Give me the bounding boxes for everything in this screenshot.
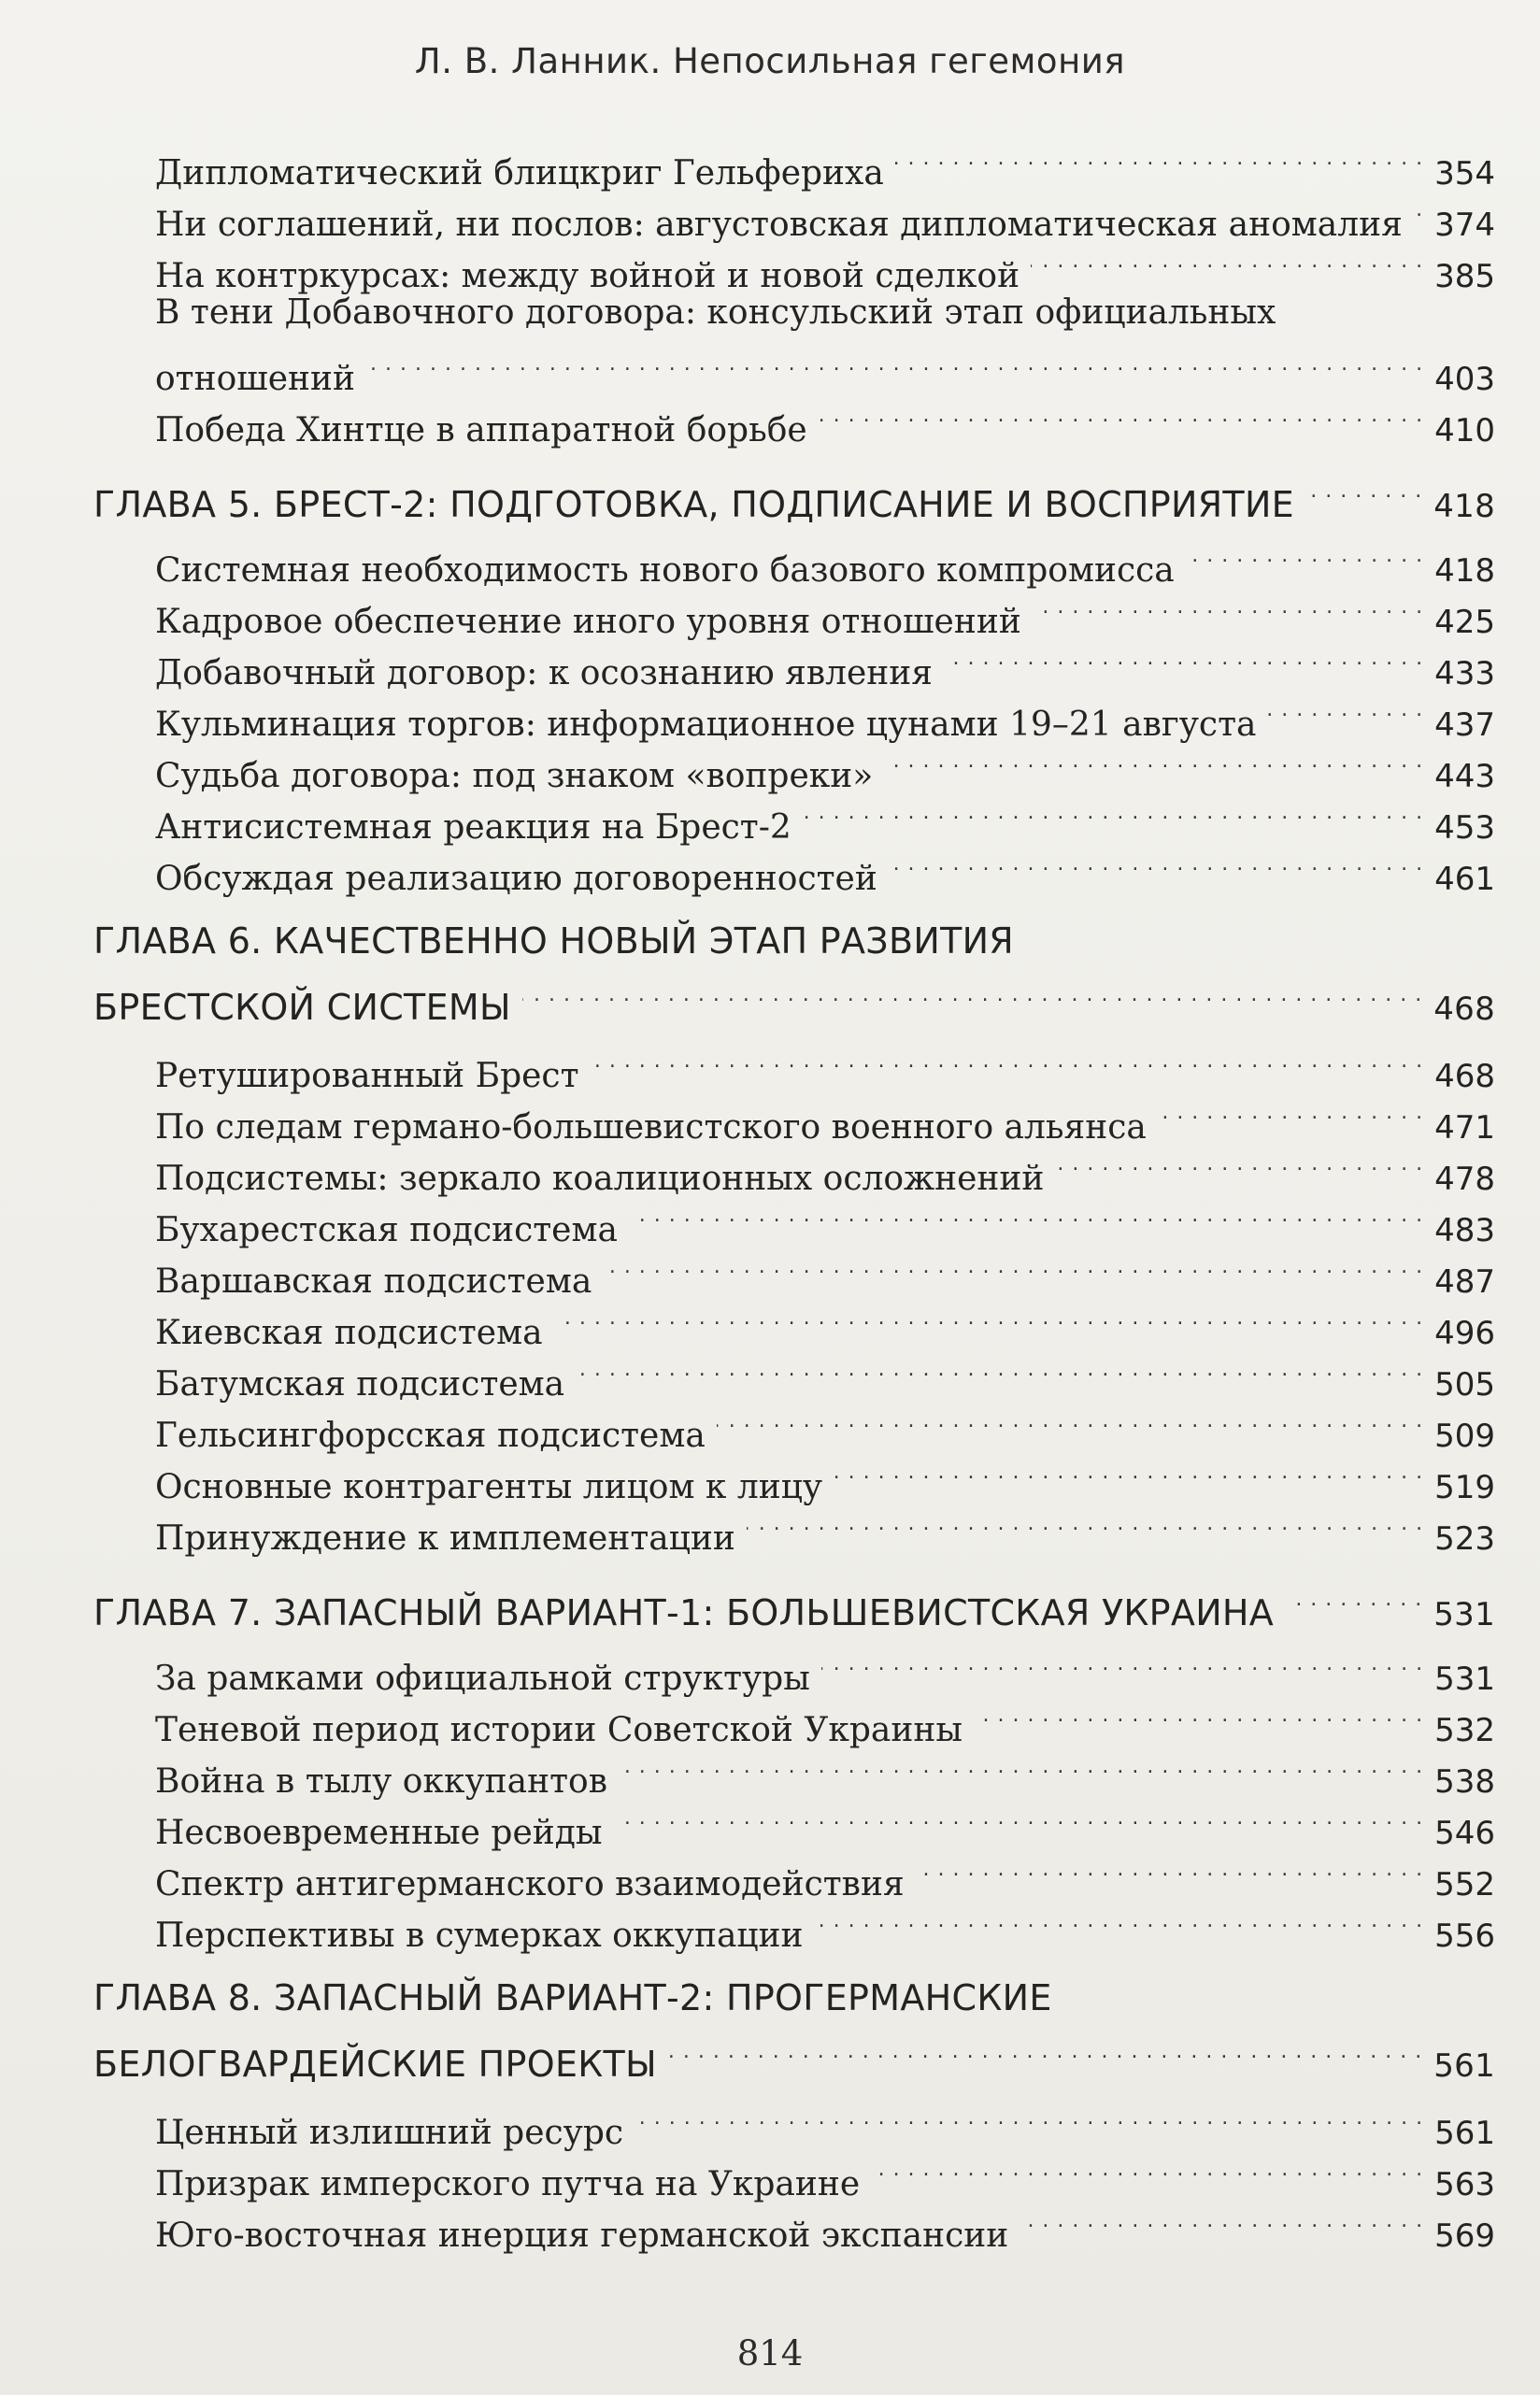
toc-entry-page: 523	[1434, 1520, 1495, 1558]
toc-entry-title: Гельсингфорсская подсистема	[155, 1417, 706, 1455]
dot-leader	[1414, 184, 1423, 235]
toc-entry-title: Основные контрагенты лицом к лицу	[155, 1468, 823, 1506]
running-header: Л. В. Ланник. Непосильная гегемония	[414, 41, 1126, 81]
dot-leader	[1158, 1087, 1423, 1138]
toc-entry-page: 546	[1434, 1815, 1495, 1852]
toc-entry-title: Принуждение к имплементации	[155, 1519, 735, 1558]
toc-entry	[93, 133, 1495, 192]
toc-entry-page: 471	[1434, 1109, 1495, 1147]
toc-entry-page: 374	[1434, 207, 1495, 244]
chapter-page: 468	[1433, 991, 1495, 1028]
toc-entry-title: На контркурсах: между войной и новой сделкой	[155, 257, 1020, 295]
dot-leader	[576, 1344, 1423, 1395]
toc-entry-title: Кадровое обеспечение иного уровня отношений	[155, 603, 1021, 641]
chapter-page: 561	[1433, 2047, 1495, 2085]
toc-entry-page: 468	[1434, 1058, 1495, 1095]
toc-entry-page: 519	[1434, 1469, 1495, 1506]
toc-entry-page: 385	[1434, 258, 1495, 295]
toc-chapter-6-line2	[93, 968, 1495, 1028]
toc-entry-title: Подсистемы: зеркало коалиционных осложнений	[155, 1160, 1045, 1198]
toc-entry-page: 509	[1434, 1418, 1495, 1455]
toc-entry-title: Война в тылу оккупантов	[155, 1762, 607, 1801]
toc-entry-title: Добавочный договор: к осознанию явления	[155, 654, 934, 692]
toc-chapter-8-line1	[93, 1971, 1495, 2025]
toc-entry-title: отношений	[155, 360, 356, 398]
toc-entry-title: По следам германо-большевистского военного альянса	[155, 1108, 1147, 1147]
toc-entry-page: 437	[1434, 706, 1495, 744]
dot-leader	[1031, 235, 1423, 287]
toc-entry-title: Батумская подсистема	[155, 1365, 565, 1404]
dot-leader	[944, 633, 1423, 684]
toc-chapter-8-line2	[93, 2025, 1495, 2085]
toc-entry	[93, 530, 1495, 590]
chapter-title: ГЛАВА 8. ЗАПАСНЫЙ ВАРИАНТ-2: ПРОГЕРМАНСКИЕ	[93, 1977, 1052, 2018]
toc-entry-page: 496	[1434, 1315, 1495, 1352]
dot-leader	[591, 1035, 1424, 1087]
toc-entry	[93, 1638, 1495, 1698]
toc-entry-page: 538	[1434, 1763, 1495, 1801]
toc-entry-page: 561	[1434, 2115, 1495, 2152]
dot-leader	[619, 1741, 1423, 1792]
toc-entry-page: 418	[1434, 552, 1495, 590]
toc-entry-title: За рамками официальной структуры	[155, 1660, 810, 1698]
toc-entry-page: 552	[1434, 1866, 1495, 1903]
toc-entry-wrapped-line1	[93, 287, 1495, 338]
dot-leader	[522, 968, 1422, 1019]
chapter-title: ГЛАВА 6. КАЧЕСТВЕННО НОВЫЙ ЭТАП РАЗВИТИЯ	[93, 920, 1015, 962]
toc-entry-title: Юго-восточная инерция германской экспансии	[155, 2217, 1009, 2255]
dot-leader	[629, 1190, 1423, 1241]
dot-leader	[614, 1792, 1424, 1844]
toc-entry-page: 403	[1434, 361, 1495, 398]
chapter-title: ГЛАВА 7. ЗАПАСНЫЙ ВАРИАНТ-1: БОЛЬШЕВИСТСКАЯ УКРАИНА	[93, 1592, 1275, 1633]
toc-entry-title: Перспективы в сумерках оккупации	[155, 1917, 804, 1955]
dot-leader	[974, 1689, 1423, 1741]
toc-entry-title: Ценный излишний ресурс	[155, 2114, 624, 2152]
toc-entry-page: 487	[1434, 1263, 1495, 1301]
toc-entry-title: Ни соглашений, ни послов: августовская дипломатическая аномалия	[155, 206, 1403, 244]
toc-entry-page: 354	[1434, 155, 1495, 192]
dot-leader	[871, 2144, 1423, 2195]
dot-leader	[834, 1447, 1423, 1498]
dot-leader	[821, 1638, 1423, 1689]
chapter-page: 531	[1433, 1596, 1495, 1633]
toc-entry-title: Варшавская подсистема	[155, 1262, 592, 1301]
toc-entry-page: 478	[1434, 1161, 1495, 1198]
dot-leader	[819, 390, 1423, 441]
dot-leader	[554, 1292, 1424, 1344]
toc-entry-title: Бухарестская подсистема	[155, 1211, 618, 1249]
dot-leader	[717, 1395, 1423, 1447]
table-of-contents	[93, 133, 1495, 2255]
dot-leader	[815, 1895, 1424, 1946]
dot-leader	[366, 338, 1423, 390]
dot-leader	[895, 133, 1423, 184]
toc-entry-page: 461	[1434, 861, 1495, 898]
toc-chapter-5	[93, 465, 1495, 525]
toc-entry-title: Антисистемная реакция на Брест-2	[155, 808, 791, 847]
dot-leader	[803, 787, 1423, 838]
toc-entry-title: Теневой период истории Советской Украины	[155, 1711, 962, 1749]
toc-entry-title: Ретушированный Брест	[155, 1057, 579, 1095]
chapter-title: БРЕСТСКОЙ СИСТЕМЫ	[93, 987, 511, 1028]
dot-leader	[1267, 684, 1423, 735]
toc-entry-page: 505	[1434, 1366, 1495, 1404]
chapter-title: ГЛАВА 5. БРЕСТ-2: ПОДГОТОВКА, ПОДПИСАНИЕ И ВОСПРИЯТИЕ	[93, 484, 1294, 525]
dot-leader	[1305, 465, 1422, 517]
dot-leader	[603, 1241, 1423, 1292]
toc-entry-title: Призрак имперского путча на Украине	[155, 2165, 861, 2203]
chapter-page: 418	[1433, 488, 1495, 525]
toc-entry-wrapped-line2	[93, 338, 1495, 398]
toc-entry-title: Системная необходимость нового базового компромисса	[155, 551, 1175, 590]
toc-entry-page: 569	[1434, 2217, 1495, 2255]
toc-entry-title: Дипломатический блицкриг Гельфериха	[155, 154, 884, 192]
toc-entry-title: Кульминация торгов: информационное цунами 19–21 августа	[155, 706, 1257, 744]
toc-entry-page: 453	[1434, 809, 1495, 847]
toc-entry-title: Несвоевременные рейды	[155, 1814, 603, 1852]
dot-leader	[916, 1844, 1423, 1895]
dot-leader	[884, 735, 1423, 787]
dot-leader	[635, 2092, 1423, 2144]
toc-entry-title: Спектр антигерманского взаимодействия	[155, 1865, 905, 1903]
toc-entry-title: Судьба договора: под знаком «вопреки»	[155, 757, 874, 795]
toc-entry-title: Победа Хинтце в аппаратной борьбе	[155, 411, 807, 449]
toc-entry-page: 410	[1434, 412, 1495, 449]
toc-entry-page: 563	[1434, 2166, 1495, 2203]
dot-leader	[889, 838, 1423, 890]
dot-leader	[747, 1498, 1423, 1549]
toc-entry-title: В тени Добавочного договора: консульский этап официальных	[155, 293, 1276, 332]
toc-entry-page: 433	[1434, 655, 1495, 692]
dot-leader	[1186, 530, 1423, 581]
toc-entry	[93, 2092, 1495, 2152]
dot-leader	[1033, 581, 1423, 633]
page-number: 814	[736, 2333, 804, 2374]
toc-entry-page: 531	[1434, 1661, 1495, 1698]
toc-chapter-7	[93, 1574, 1495, 1633]
toc-entry-page: 425	[1434, 604, 1495, 641]
dot-leader	[1285, 1574, 1422, 1625]
dot-leader	[668, 2025, 1422, 2076]
chapter-title: БЕЛОГВАРДЕЙСКИЕ ПРОЕКТЫ	[93, 2044, 657, 2085]
toc-entry-title: Обсуждая реализацию договоренностей	[155, 860, 877, 898]
toc-entry-page: 483	[1434, 1212, 1495, 1249]
dot-leader	[1055, 1138, 1423, 1190]
toc-entry-page: 443	[1434, 758, 1495, 795]
toc-entry-page: 556	[1434, 1917, 1495, 1955]
toc-chapter-6-line1	[93, 914, 1495, 968]
toc-entry-title: Киевская подсистема	[155, 1314, 543, 1352]
toc-entry-page: 532	[1434, 1712, 1495, 1749]
toc-entry	[93, 1035, 1495, 1095]
dot-leader	[1020, 2195, 1423, 2246]
